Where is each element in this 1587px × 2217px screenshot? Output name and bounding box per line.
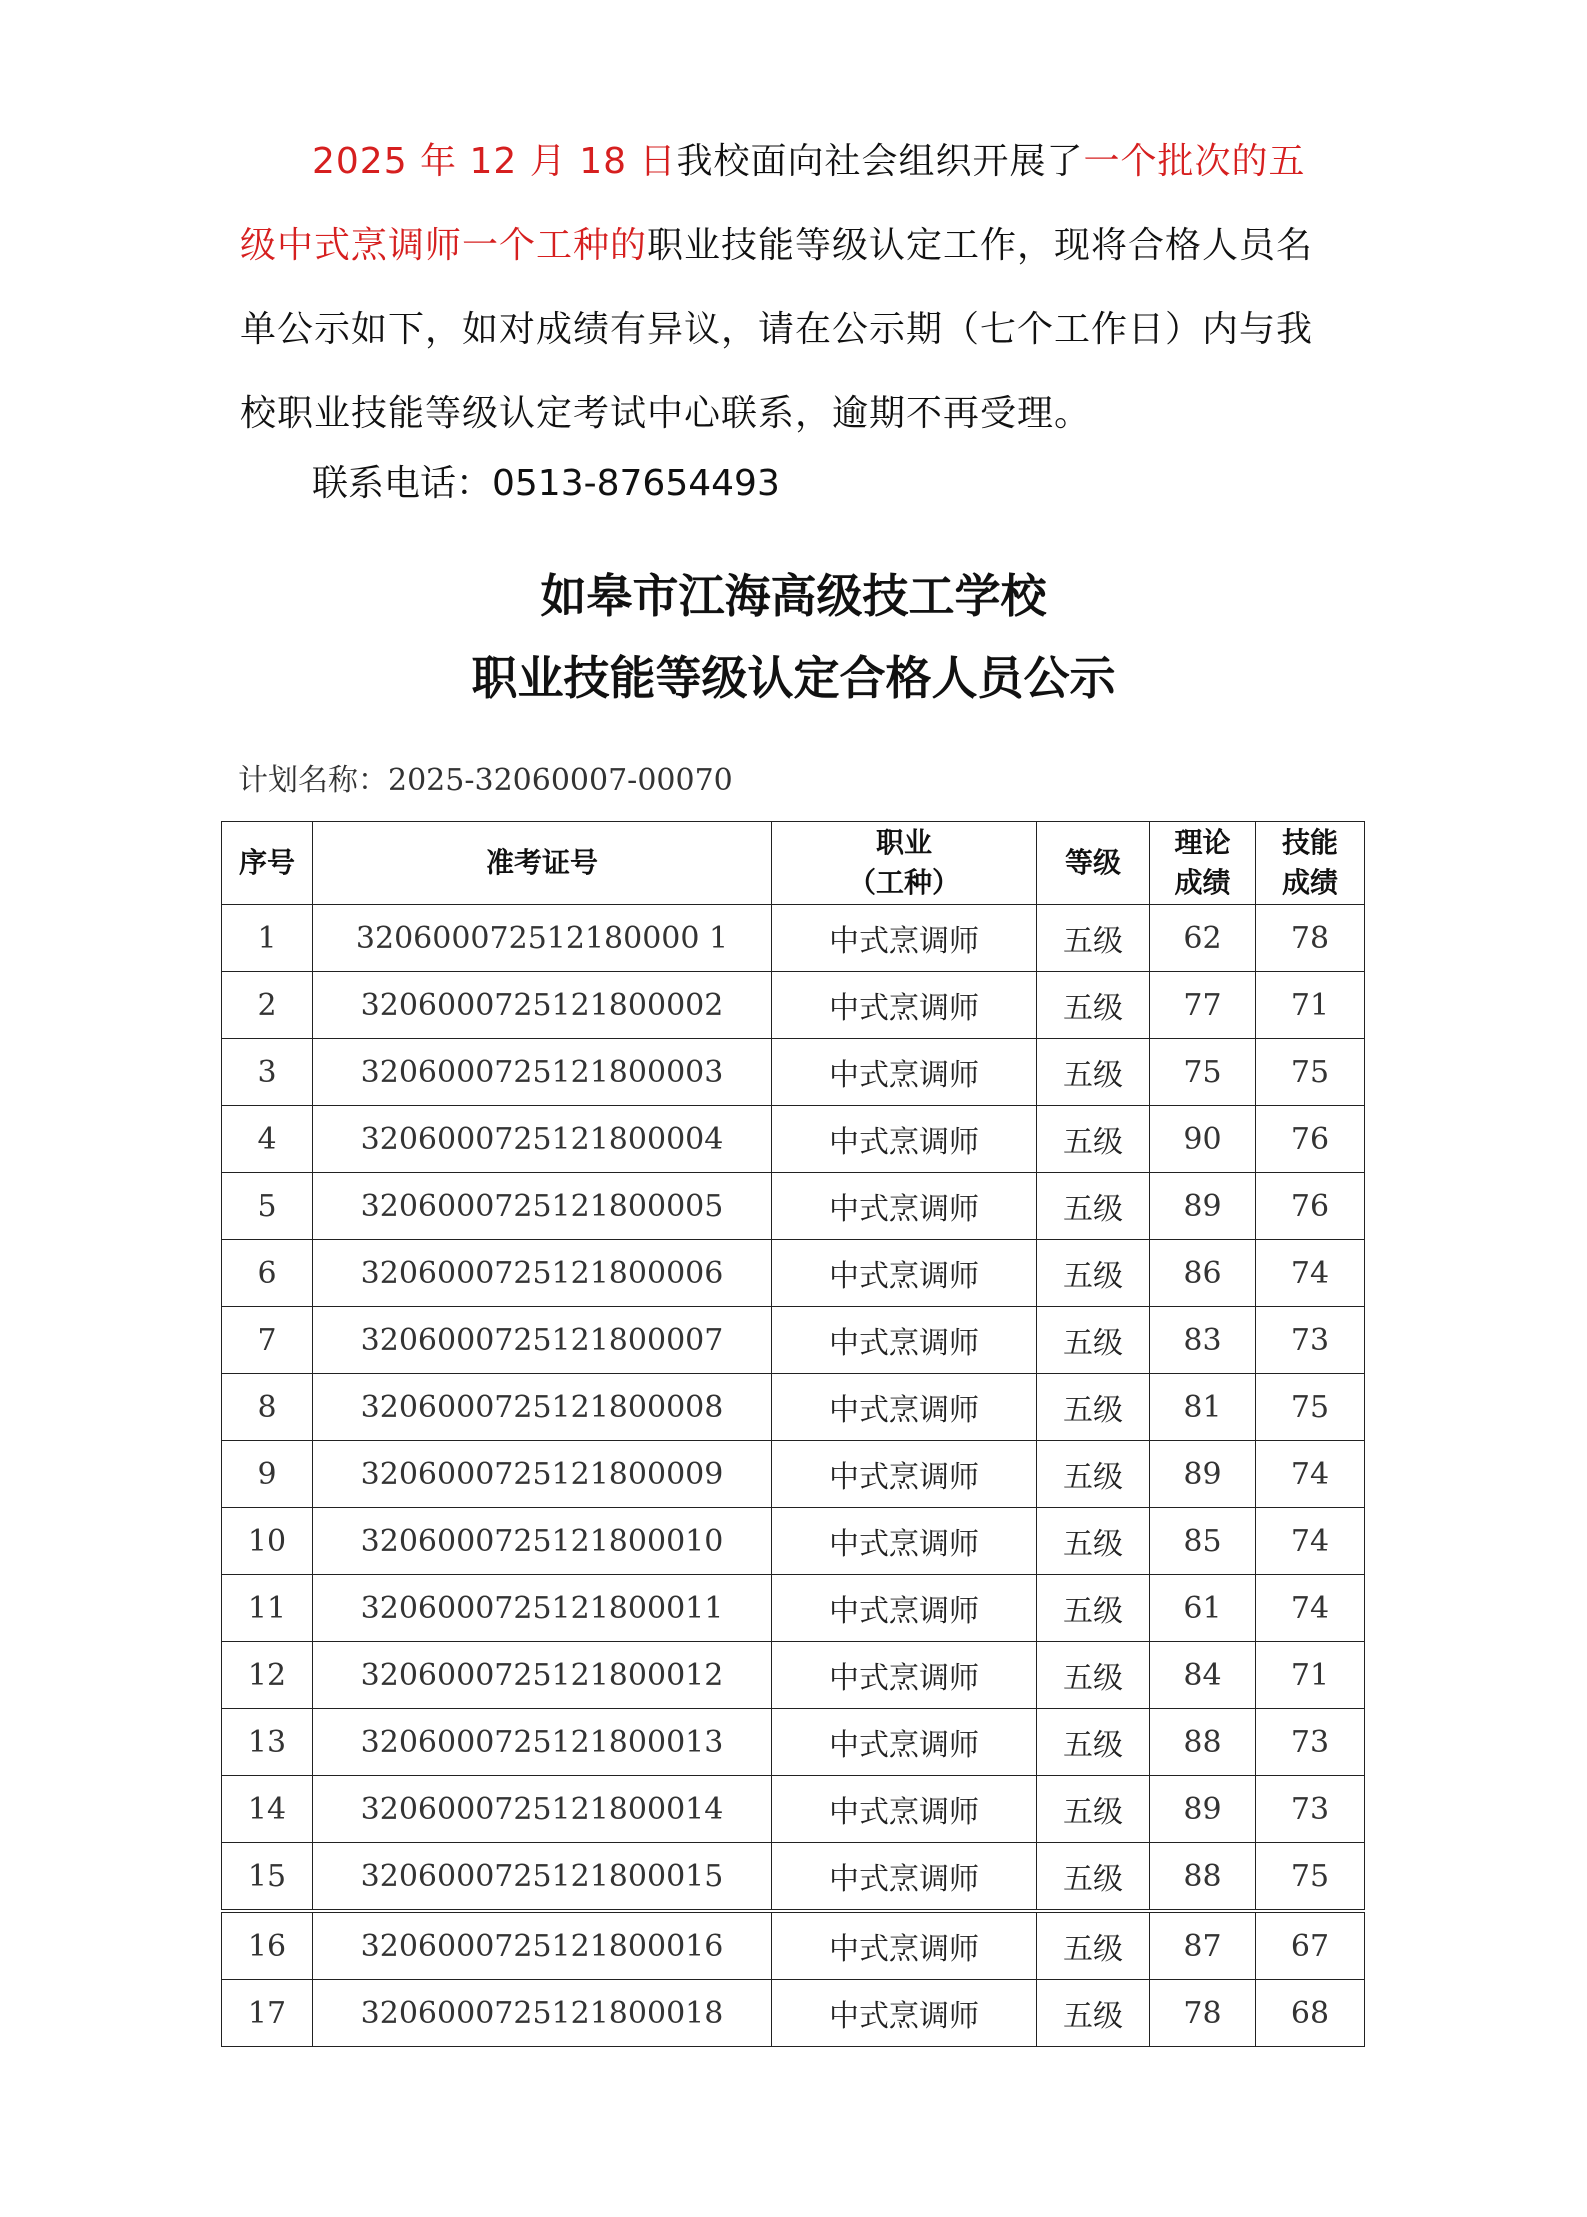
table-row (222, 1642, 1365, 1709)
cell-theory: 89 (1150, 1173, 1256, 1240)
cell-theory: 89 (1150, 1441, 1256, 1508)
cell-seq: 15 (222, 1843, 313, 1912)
qualified-list-table (221, 821, 1365, 2047)
cell-skill: 74 (1256, 1575, 1365, 1642)
cell-level: 五级 (1037, 1508, 1150, 1575)
table-body (222, 905, 1365, 2047)
cell-job: 中式烹调师 (772, 1106, 1037, 1173)
table-row (222, 1106, 1365, 1173)
cell-skill: 74 (1256, 1240, 1365, 1307)
notice-text-2: 职业技能等级认定工作，现将合格人员名单公示如下，如对成绩有异议，请在公示期（七个工作日）内与我校职业技能等级认定考试中心联系，逾期不再受理。 (240, 225, 1314, 434)
cell-seq: 11 (222, 1575, 313, 1642)
header-seq: 序号 (222, 822, 313, 905)
cell-job: 中式烹调师 (772, 1307, 1037, 1374)
cell-job: 中式烹调师 (772, 1980, 1037, 2047)
cell-exam-id: 3206000725121800012 (313, 1642, 772, 1709)
cell-job: 中式烹调师 (772, 1039, 1037, 1106)
cell-seq: 5 (222, 1173, 313, 1240)
table-row (222, 1441, 1365, 1508)
cell-theory: 83 (1150, 1307, 1256, 1374)
header-job (772, 822, 1037, 905)
cell-job: 中式烹调师 (772, 1911, 1037, 1980)
cell-seq: 17 (222, 1980, 313, 2047)
table-row (222, 1173, 1365, 1240)
cell-exam-id: 3206000725121800004 (313, 1106, 772, 1173)
header-skill-line1: 技能 (1281, 826, 1338, 859)
table-row (222, 1508, 1365, 1575)
contact-phone: 联系电话：0513-87654493 (312, 463, 780, 504)
cell-exam-id: 3206000725121800008 (313, 1374, 772, 1441)
cell-level: 五级 (1037, 905, 1150, 972)
cell-theory: 78 (1150, 1980, 1256, 2047)
cell-level: 五级 (1037, 1642, 1150, 1709)
announcement-title: 职业技能等级认定合格人员公示 (471, 651, 1116, 705)
cell-theory: 86 (1150, 1240, 1256, 1307)
cell-seq: 1 (222, 905, 313, 972)
cell-exam-id: 3206000725121800007 (313, 1307, 772, 1374)
header-exam-id: 准考证号 (313, 822, 772, 905)
table-row (222, 1911, 1365, 1980)
cell-skill: 67 (1256, 1911, 1365, 1980)
table-row (222, 1575, 1365, 1642)
table-row (222, 972, 1365, 1039)
cell-theory: 85 (1150, 1508, 1256, 1575)
cell-seq: 10 (222, 1508, 313, 1575)
notice-paragraph (240, 120, 1340, 456)
cell-job: 中式烹调师 (772, 1374, 1037, 1441)
notice-highlight: 一个批次的五级中式烹调师一个工种的 (240, 141, 1306, 266)
table-row (222, 1307, 1365, 1374)
cell-skill: 73 (1256, 1776, 1365, 1843)
cell-seq: 8 (222, 1374, 313, 1441)
cell-skill: 75 (1256, 1039, 1365, 1106)
cell-level: 五级 (1037, 1575, 1150, 1642)
header-theory-line2: 成绩 (1174, 866, 1231, 899)
cell-theory: 62 (1150, 905, 1256, 972)
cell-job: 中式烹调师 (772, 1776, 1037, 1843)
cell-level: 五级 (1037, 1374, 1150, 1441)
cell-theory: 88 (1150, 1843, 1256, 1912)
table-row (222, 1709, 1365, 1776)
cell-theory: 77 (1150, 972, 1256, 1039)
cell-skill: 73 (1256, 1307, 1365, 1374)
cell-theory: 84 (1150, 1642, 1256, 1709)
notice-date: 2025 年 12 月 18 日 (312, 141, 677, 182)
table-row (222, 1980, 1365, 2047)
table-header-row (222, 822, 1365, 905)
table-row (222, 1240, 1365, 1307)
cell-level: 五级 (1037, 1441, 1150, 1508)
cell-exam-id: 3206000725121800006 (313, 1240, 772, 1307)
cell-seq: 16 (222, 1911, 313, 1980)
header-skill-line2: 成绩 (1281, 866, 1338, 899)
cell-level: 五级 (1037, 1106, 1150, 1173)
cell-seq: 2 (222, 972, 313, 1039)
notice-text-1: 我校面向社会组织开展了 (676, 141, 1084, 182)
table-row (222, 1843, 1365, 1912)
cell-level: 五级 (1037, 1307, 1150, 1374)
cell-seq: 12 (222, 1642, 313, 1709)
cell-exam-id: 3206000725121800013 (313, 1709, 772, 1776)
cell-theory: 90 (1150, 1106, 1256, 1173)
cell-job: 中式烹调师 (772, 1441, 1037, 1508)
cell-job: 中式烹调师 (772, 972, 1037, 1039)
cell-exam-id: 3206000725121800016 (313, 1911, 772, 1980)
table-row (222, 905, 1365, 972)
table-row (222, 1039, 1365, 1106)
cell-skill: 68 (1256, 1980, 1365, 2047)
cell-skill: 78 (1256, 905, 1365, 972)
cell-level: 五级 (1037, 1039, 1150, 1106)
cell-exam-id: 3206000725121800015 (313, 1843, 772, 1912)
cell-exam-id: 3206000725121800014 (313, 1776, 772, 1843)
header-theory-line1: 理论 (1174, 826, 1231, 859)
cell-level: 五级 (1037, 1980, 1150, 2047)
cell-seq: 13 (222, 1709, 313, 1776)
header-theory (1150, 822, 1256, 905)
cell-theory: 87 (1150, 1911, 1256, 1980)
cell-exam-id: 3206000725121800010 (313, 1508, 772, 1575)
cell-job: 中式烹调师 (772, 1575, 1037, 1642)
cell-skill: 76 (1256, 1106, 1365, 1173)
plan-name: 计划名称：2025-32060007-00070 (238, 763, 733, 798)
cell-level: 五级 (1037, 1709, 1150, 1776)
cell-exam-id: 3206000725121800005 (313, 1173, 772, 1240)
cell-exam-id: 3206000725121800018 (313, 1980, 772, 2047)
cell-job: 中式烹调师 (772, 1709, 1037, 1776)
cell-theory: 89 (1150, 1776, 1256, 1843)
cell-theory: 61 (1150, 1575, 1256, 1642)
cell-job: 中式烹调师 (772, 905, 1037, 972)
table-row (222, 1374, 1365, 1441)
cell-exam-id: 320600072512180000 1 (313, 905, 772, 972)
cell-level: 五级 (1037, 1911, 1150, 1980)
cell-level: 五级 (1037, 1240, 1150, 1307)
cell-skill: 71 (1256, 1642, 1365, 1709)
header-level: 等级 (1037, 822, 1150, 905)
cell-exam-id: 3206000725121800002 (313, 972, 772, 1039)
cell-level: 五级 (1037, 972, 1150, 1039)
cell-skill: 75 (1256, 1374, 1365, 1441)
cell-theory: 88 (1150, 1709, 1256, 1776)
cell-seq: 4 (222, 1106, 313, 1173)
table-row (222, 1776, 1365, 1843)
cell-skill: 71 (1256, 972, 1365, 1039)
cell-job: 中式烹调师 (772, 1843, 1037, 1912)
cell-level: 五级 (1037, 1776, 1150, 1843)
cell-exam-id: 3206000725121800009 (313, 1441, 772, 1508)
cell-seq: 6 (222, 1240, 313, 1307)
cell-skill: 73 (1256, 1709, 1365, 1776)
header-skill (1256, 822, 1365, 905)
header-job-line1: 职业 (875, 826, 932, 859)
school-title: 如皋市江海高级技工学校 (540, 569, 1047, 623)
cell-job: 中式烹调师 (772, 1508, 1037, 1575)
cell-job: 中式烹调师 (772, 1642, 1037, 1709)
cell-job: 中式烹调师 (772, 1173, 1037, 1240)
cell-skill: 74 (1256, 1508, 1365, 1575)
cell-skill: 74 (1256, 1441, 1365, 1508)
cell-seq: 14 (222, 1776, 313, 1843)
cell-theory: 81 (1150, 1374, 1256, 1441)
cell-skill: 75 (1256, 1843, 1365, 1912)
cell-seq: 7 (222, 1307, 313, 1374)
cell-seq: 3 (222, 1039, 313, 1106)
cell-job: 中式烹调师 (772, 1240, 1037, 1307)
header-job-line2: （工种） (847, 866, 960, 899)
cell-seq: 9 (222, 1441, 313, 1508)
cell-skill: 76 (1256, 1173, 1365, 1240)
cell-theory: 75 (1150, 1039, 1256, 1106)
cell-exam-id: 3206000725121800011 (313, 1575, 772, 1642)
cell-level: 五级 (1037, 1843, 1150, 1912)
cell-exam-id: 3206000725121800003 (313, 1039, 772, 1106)
cell-level: 五级 (1037, 1173, 1150, 1240)
